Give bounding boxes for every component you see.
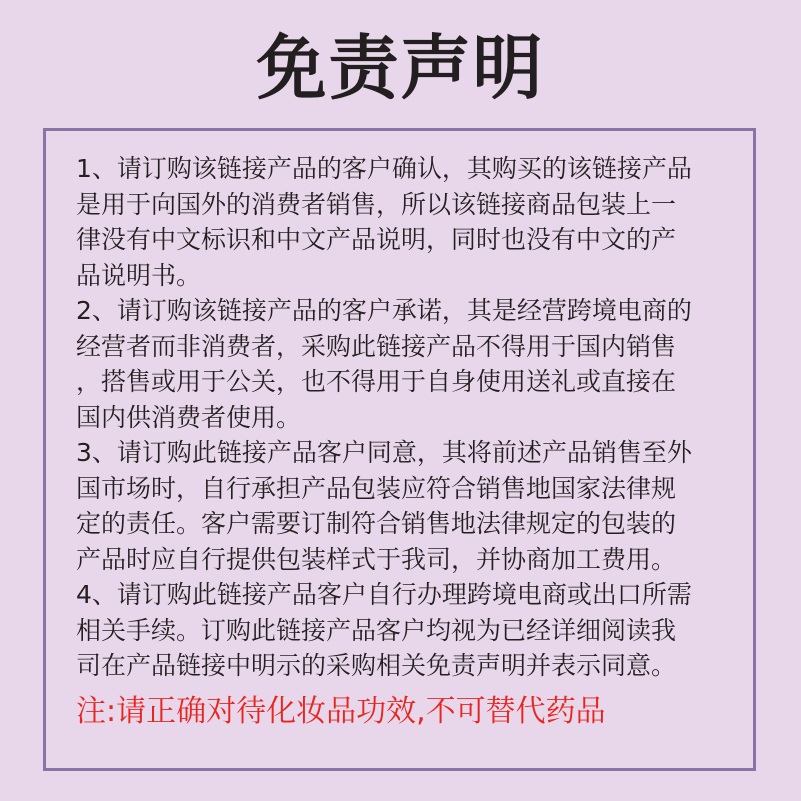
clause-line: 4、请订购此链接产品客户自行办理跨境电商或出口所需 xyxy=(76,580,692,609)
clause-line: 律没有中文标识和中文产品说明，同时也没有中文的产 xyxy=(76,225,677,254)
clause-line: 国市场时，自行承担产品包装应符合销售地国家法律规 xyxy=(76,473,677,503)
clause-line: 品说明书。 xyxy=(76,260,202,290)
clause-2 xyxy=(76,293,728,435)
page-title: 免责声明 xyxy=(256,27,545,109)
clause-line: 国内供消费者使用。 xyxy=(76,402,302,432)
clause-line: 2、请订购该链接产品的客户承诺，其是经营跨境电商的 xyxy=(76,296,692,325)
clause-4 xyxy=(76,577,728,684)
clause-line: 经营者而非消费者，采购此链接产品不得用于国内销售 xyxy=(76,331,677,361)
clause-3 xyxy=(76,435,728,577)
clause-line: 是用于向国外的消费者销售，所以该链接商品包装上一 xyxy=(76,189,677,219)
clause-1 xyxy=(76,151,728,293)
clause-line: 定的责任。客户需要订制符合销售地法律规定的包装的 xyxy=(76,509,677,538)
clause-line: 1、请订购该链接产品的客户确认，其购买的该链接产品 xyxy=(76,154,692,183)
warning-note: 注:请正确对待化妆品功效,不可替代药品 xyxy=(76,694,606,729)
clause-line: 司在产品链接中明示的采购相关免责声明并表示同意。 xyxy=(76,651,677,680)
clause-line: 产品时应自行提供包装样式于我司，并协商加工费用。 xyxy=(76,544,677,574)
clause-line: 3、请订购此链接产品客户同意，其将前述产品销售至外 xyxy=(76,438,692,467)
clause-line: 相关手续。订购此链接产品客户均视为已经详细阅读我 xyxy=(76,615,677,645)
clause-line: ，搭售或用于公关，也不得用于自身使用送礼或直接在 xyxy=(76,367,677,396)
